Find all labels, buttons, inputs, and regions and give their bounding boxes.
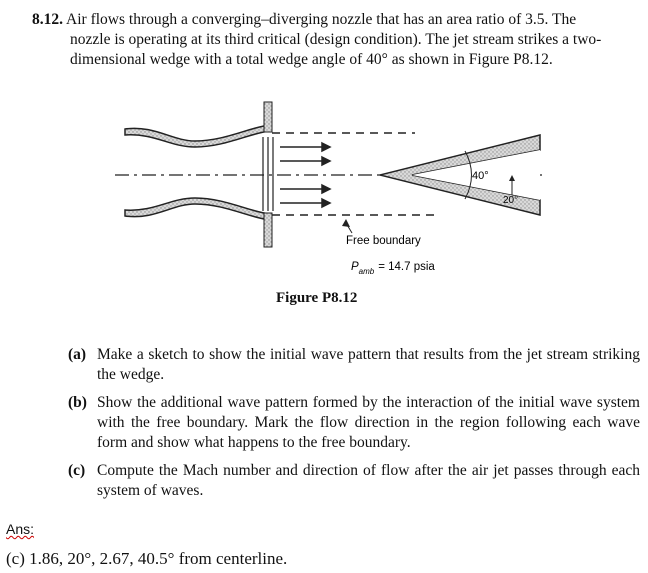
upper-nozzle-exit <box>264 102 272 132</box>
problem-line-2: nozzle is operating at its third critical (design condition). The jet stream strikes a two- <box>70 31 602 48</box>
figure-caption: Figure P8.12 <box>276 290 358 306</box>
part-b: (b) Show the additional wave pattern formed by the interaction of the initial wave system with the free boundary. Mark the flow direction in the region following each wave form and show what happens to the free boundary. <box>68 394 640 451</box>
nozzle-exit-plane <box>263 137 273 211</box>
angle-20-label: 20° <box>503 195 519 206</box>
upper-nozzle-wall <box>125 125 270 147</box>
part-c: (c) Compute the Mach number and direction of flow after the air jet passes through each system of waves. <box>68 462 640 499</box>
free-boundary-label: Free boundary <box>346 235 421 247</box>
pamb-label: $P_{amb} = 14.7$ psia <box>351 261 435 276</box>
problem-line-3: dimensional wedge with a total wedge angle of 40° as shown in Figure P8.12. <box>70 51 553 68</box>
problem-parts <box>68 345 640 509</box>
lower-nozzle-exit <box>264 213 272 247</box>
answer-label: Ans: <box>6 521 35 537</box>
angle-40-label: 40° <box>472 170 489 182</box>
problem-statement <box>32 10 638 70</box>
part-a: (a) Make a sketch to show the initial wave pattern that results from the jet stream striking the wedge. <box>68 346 640 383</box>
lower-nozzle-wall <box>125 198 270 220</box>
nozzle-wedge-figure <box>100 95 550 285</box>
answer-text: (c) 1.86, 20°, 2.67, 40.5° from centerline. <box>6 549 288 568</box>
problem-number: 8.12. <box>32 11 63 28</box>
problem-line-1: Air flows through a converging–diverging nozzle that has an area ratio of 3.5. The <box>66 11 577 28</box>
